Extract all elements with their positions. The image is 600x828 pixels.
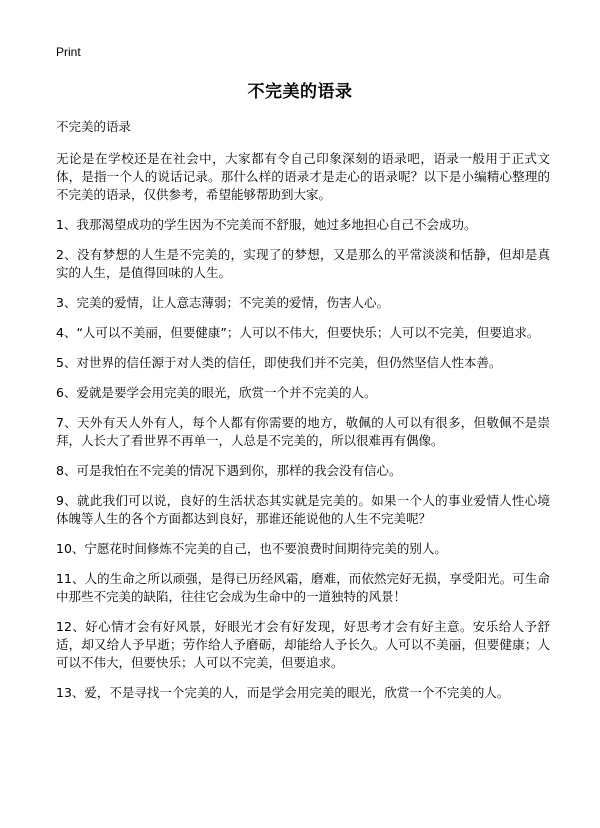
- quote-item: 5、对世界的信任源于对人类的信任，即使我们并不完美，但仍然坚信人性本善。: [56, 355, 502, 370]
- quote-item: 11、人的生命之所以顽强，是得已历经风霜，磨难，而依然完好无损，享受阳光。可生命中那些不完美的缺陷，往往它会成为生命中的一道独特的风景！: [56, 571, 550, 604]
- article-subtitle: 不完美的语录: [56, 119, 132, 134]
- quote-item: 13、爱，不是寻找一个完美的人，而是学会用完美的眼光，欣赏一个不完美的人。: [56, 685, 510, 700]
- quote-item: 4、“人可以不美丽，但要健康”；人可以不伟大，但要快乐；人可以不完美，但要追求。: [56, 325, 540, 340]
- quote-item: 8、可是我怕在不完美的情况下遇到你，那样的我会没有信心。: [56, 463, 402, 478]
- quote-item: 12、好心情才会有好风景，好眼光才会有好发现，好思考才会有好主意。安乐给人予舒适，却又给人予早逝；劳作给人予磨砺，却能给人予长久。人可以不美丽，但要健康；人可以不伟大，但要快乐；人可以不完美，但要追求。: [56, 619, 550, 670]
- article-body: [56, 118, 550, 714]
- quote-item: 9、就此我们可以说，良好的生活状态其实就是完美的。如果一个人的事业爱情人性心境体魄等人生的各个方面都达到良好，那谁还能说他的人生不完美呢？: [56, 493, 550, 526]
- intro-paragraph: 无论是在学校还是在社会中，大家都有令自己印象深刻的语录吧，语录一般用于正式文体，是指一个人的说话记录。那什么样的语录才是走心的语录呢？以下是小编精心整理的不完美的语录，仅供参考，希望能够帮助到大家。: [56, 151, 550, 202]
- quote-item: 2、没有梦想的人生是不完美的，实现了的梦想，又是那么的平常淡淡和恬静，但却是真实的人生，是值得回味的人生。: [56, 247, 550, 280]
- quote-item: 7、天外有天人外有人，每个人都有你需要的地方，敬佩的人可以有很多，但敬佩不是崇拜，人长大了看世界不再单一，人总是不完美的，所以很难再有偶像。: [56, 415, 550, 448]
- quote-item: 10、宁愿花时间修炼不完美的自己，也不要浪费时间期待完美的别人。: [56, 541, 447, 556]
- quote-item: 6、爱就是要学会用完美的眼光，欣赏一个并不完美的人。: [56, 385, 377, 400]
- quote-item: 1、我那渴望成功的学生因为不完美而不舒服，她过多地担心自己不会成功。: [56, 217, 477, 232]
- quote-item: 3、完美的爱情，让人意志薄弱；不完美的爱情，伤害人心。: [56, 295, 389, 310]
- document-title: 不完美的语录: [247, 82, 353, 102]
- print-label: Print: [56, 45, 81, 59]
